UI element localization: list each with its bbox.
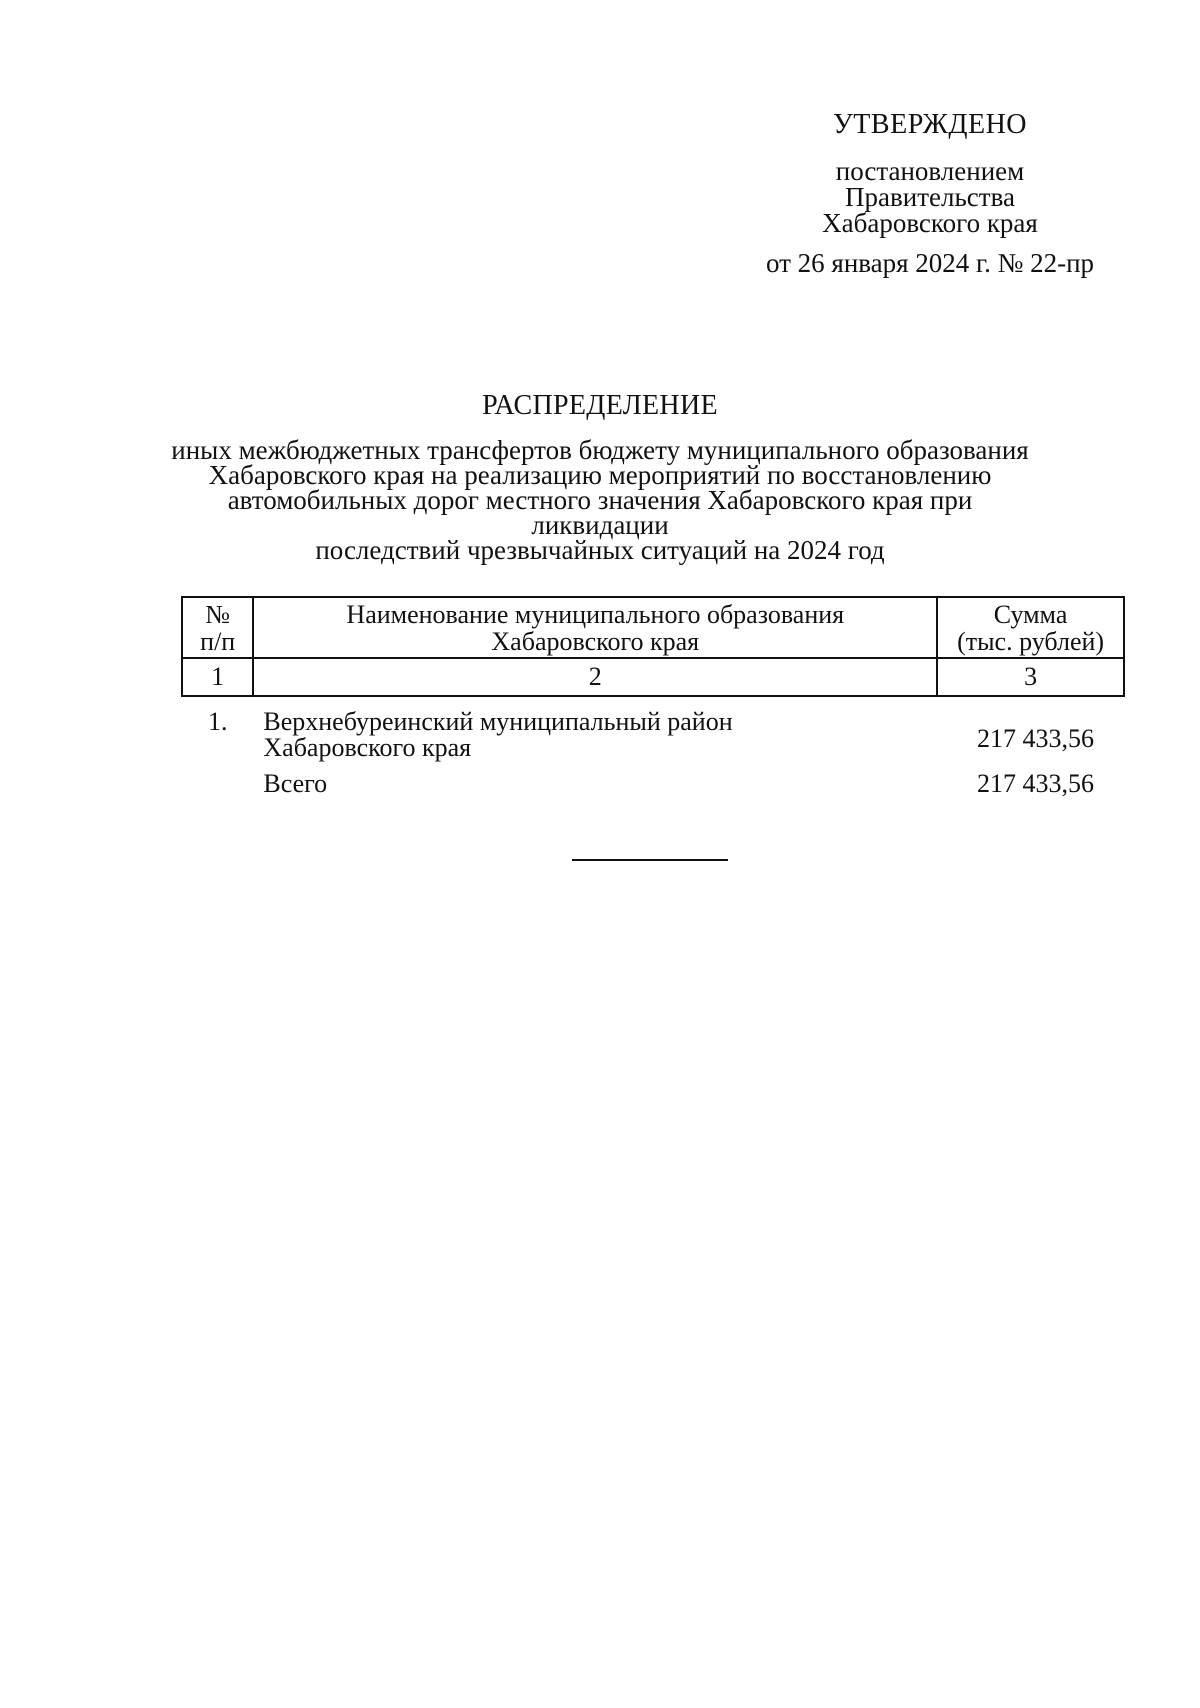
column-number-3: 3: [937, 658, 1124, 696]
subtitle-line: автомобильных дорог местного значения Хабаровского края при ликвидации: [227, 485, 973, 540]
row-num: 1.: [207, 707, 228, 736]
subtitle-line: иных межбюджетных трансфертов бюджету муниципального образования: [171, 435, 1029, 465]
header-name-line-2: Хабаровского края: [491, 626, 700, 656]
total-sum: 217 433,56: [977, 769, 1094, 798]
header-num-line-2: п/п: [200, 626, 236, 656]
approved-label: УТВЕРЖДЕНО: [832, 109, 1028, 140]
closing-separator-line: [572, 859, 728, 861]
approval-line-2: Правительства: [845, 182, 1015, 212]
row-name-line-1: Верхнебуреинский муниципальный район: [263, 707, 733, 736]
column-number-2: 2: [253, 658, 937, 696]
column-number-row: [182, 658, 1124, 696]
header-sum: [937, 597, 1124, 658]
document-subtitle: [160, 435, 1040, 565]
header-name: [253, 597, 937, 658]
header-name-line-1: Наименование муниципального образования: [346, 599, 845, 629]
total-row: [182, 761, 1124, 797]
total-label: Всего: [263, 769, 328, 798]
header-sum-line-1: Сумма: [993, 599, 1068, 629]
subtitle-line: Хабаровского края на реализацию мероприятий по восстановлению: [208, 460, 992, 490]
table-header-row: [182, 597, 1124, 658]
document-heading: [160, 390, 1040, 563]
header-sum-line-2: (тыс. рублей): [957, 626, 1105, 656]
header-num-line-1: №: [205, 599, 231, 629]
row-sum: 217 433,56: [977, 724, 1094, 753]
subtitle-line: последствий чрезвычайных ситуаций на 2024 год: [315, 535, 885, 565]
row-name: [253, 696, 937, 761]
column-number-1: 1: [182, 658, 253, 696]
row-name-line-2: Хабаровского края: [263, 733, 472, 762]
approval-line-1: постановлением: [835, 156, 1025, 186]
distribution-table: [181, 596, 1125, 797]
header-num: [182, 597, 253, 658]
table-row: [182, 696, 1124, 761]
approval-stamp: [730, 109, 1130, 278]
total-num: [182, 761, 253, 797]
approval-line-3: Хабаровского края: [822, 208, 1038, 238]
document-title: РАСПРЕДЕЛЕНИЕ: [482, 390, 718, 421]
approval-date: от 26 января 2024 г. № 22-пр: [765, 248, 1095, 278]
